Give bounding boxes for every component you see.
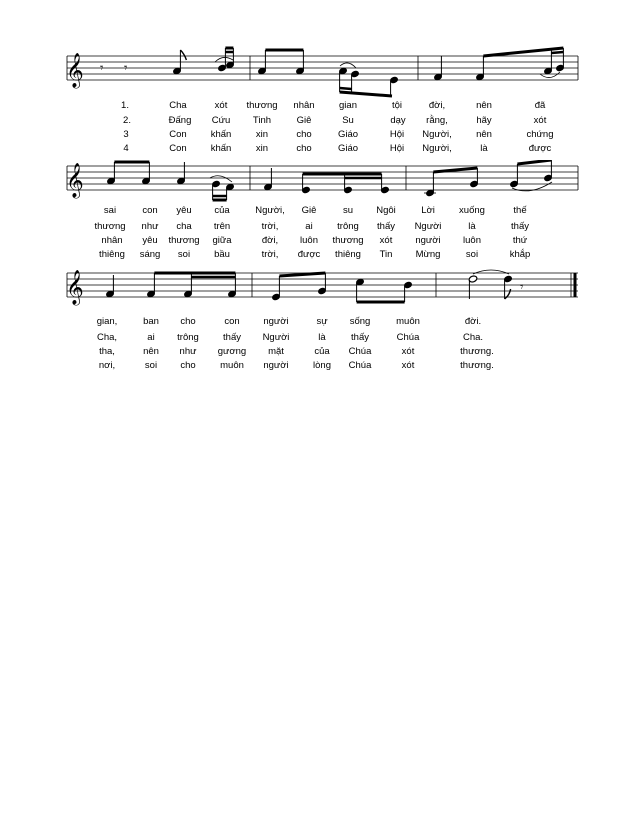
lyric-syllable: luôn <box>463 235 481 246</box>
lyric-syllable: Cha, <box>96 332 118 343</box>
lyric-syllable: xuống <box>459 205 485 216</box>
lyric-syllable: thiêng <box>99 249 125 260</box>
lyric-line <box>0 332 640 346</box>
lyric-syllable: Con <box>169 129 187 140</box>
lyric-syllable: soi <box>144 360 158 371</box>
lyric-syllable: thương <box>246 100 278 111</box>
lyric-syllable: như <box>179 346 197 357</box>
lyric-syllable: thấy <box>377 221 395 232</box>
lyric-syllable: nên <box>476 100 492 111</box>
lyric-syllable: xin <box>255 143 269 154</box>
lyric-line <box>0 205 640 219</box>
lyric-syllable: trông <box>337 221 359 232</box>
lyric-syllable: thấy <box>223 332 241 343</box>
lyric-syllable: bầu <box>214 249 230 260</box>
lyric-syllable: khấn <box>210 143 232 154</box>
eighth-rest-icon: 𝄾 <box>124 61 128 76</box>
lyric-syllable: sống <box>349 316 371 327</box>
lyric-syllable: là <box>480 143 488 154</box>
lyric-syllable: thương. <box>460 360 494 371</box>
lyric-syllable: ai <box>305 221 313 232</box>
lyric-syllable: con <box>142 205 158 216</box>
lyric-syllable: sự <box>316 316 328 327</box>
lyric-syllable: Lời <box>421 205 435 216</box>
lyric-line <box>0 316 640 330</box>
lyric-line <box>0 249 640 263</box>
lyric-syllable: Cha <box>169 100 187 111</box>
treble-clef-icon: 𝄞 <box>66 270 84 305</box>
lyric-syllable: yêu <box>142 235 158 246</box>
staff-system-3 <box>0 265 640 380</box>
lyric-syllable: ban <box>143 316 159 327</box>
lyric-syllable: của <box>314 346 330 357</box>
lyric-syllable: sai <box>103 205 117 216</box>
staff-system-2 <box>0 160 640 270</box>
lyric-syllable: được <box>297 249 321 260</box>
lyric-syllable: Hội <box>389 129 405 140</box>
lyric-syllable: cho <box>180 316 196 327</box>
lyric-syllable: người <box>415 235 441 246</box>
lyric-line <box>0 100 640 114</box>
lyric-syllable: gian, <box>96 316 118 327</box>
eighth-rest-icon: 𝄾 <box>520 280 524 295</box>
lyric-syllable: trên <box>213 221 231 232</box>
lyric-syllable: khắp <box>509 249 531 260</box>
lyric-syllable: xót <box>401 360 415 371</box>
lyric-syllable: Đấng <box>168 115 192 126</box>
lyric-syllable: xót <box>379 235 393 246</box>
lyric-syllable: rằng, <box>426 115 448 126</box>
treble-clef-icon: 𝄞 <box>66 53 84 88</box>
lyric-line <box>0 129 640 143</box>
lyric-syllable: xin <box>255 129 269 140</box>
lyric-syllable: xót <box>533 115 547 126</box>
lyric-syllable: xót <box>214 100 228 111</box>
lyric-syllable: Tin <box>379 249 393 260</box>
lyric-syllable: nên <box>476 129 492 140</box>
lyric-syllable: thương. <box>460 346 494 357</box>
lyric-syllable: luôn <box>300 235 318 246</box>
lyric-syllable: thứ <box>512 235 528 246</box>
lyric-syllable: thấy <box>351 332 369 343</box>
lyric-syllable: cha <box>176 221 192 232</box>
lyric-syllable: gương <box>217 346 247 357</box>
lyric-syllable: Cứu <box>211 115 231 126</box>
lyric-line <box>0 346 640 360</box>
lyric-syllable: Cha. <box>462 332 484 343</box>
lyric-syllable: mặt <box>268 346 284 357</box>
lyric-syllable: thương <box>168 235 200 246</box>
lyric-line <box>0 115 640 129</box>
lyric-syllable: nên <box>143 346 159 357</box>
lyric-syllable: thấy <box>511 221 529 232</box>
lyric-syllable: Ngôi <box>376 205 396 216</box>
lyric-syllable: đời, <box>261 235 279 246</box>
lyric-line <box>0 143 640 157</box>
lyric-syllable: khấn <box>210 129 232 140</box>
lyric-syllable: đã <box>534 100 546 111</box>
lyric-syllable: xót <box>401 346 415 357</box>
lyric-syllable: 4 <box>123 143 129 154</box>
lyric-syllable: đời, <box>428 100 446 111</box>
lyric-syllable: Người, <box>422 129 452 140</box>
lyric-syllable: cho <box>180 360 196 371</box>
lyric-syllable: lòng <box>313 360 331 371</box>
lyric-syllable: nhân <box>293 100 315 111</box>
lyric-syllable: Giáo <box>337 143 359 154</box>
lyric-syllable: Hội <box>389 143 405 154</box>
lyric-syllable: tha, <box>99 346 115 357</box>
lyric-syllable: Tinh <box>252 115 272 126</box>
lyric-syllable: thế <box>513 205 527 216</box>
lyric-syllable: soi <box>177 249 191 260</box>
treble-clef-icon: 𝄞 <box>66 163 84 198</box>
lyric-syllable: 1. <box>121 100 129 111</box>
staff-system-1 <box>0 0 640 160</box>
lyric-line <box>0 235 640 249</box>
lyric-line <box>0 360 640 374</box>
lyric-syllable: cho <box>296 129 312 140</box>
lyric-syllable: hãy <box>476 115 492 126</box>
lyric-syllable: người <box>263 360 289 371</box>
lyric-syllable: Người, <box>422 143 452 154</box>
lyric-syllable: Chúa <box>348 346 372 357</box>
lyric-syllable: yêu <box>176 205 192 216</box>
lyric-syllable: giữa <box>212 235 232 246</box>
lyric-syllable: Su <box>342 115 354 126</box>
lyric-syllable: nơi, <box>98 360 116 371</box>
lyric-syllable: Người <box>414 221 442 232</box>
lyric-syllable: của <box>214 205 230 216</box>
lyric-syllable: muôn <box>220 360 244 371</box>
lyric-syllable: Giê <box>296 115 312 126</box>
lyric-syllable: được <box>528 143 552 154</box>
lyric-syllable: trông <box>177 332 199 343</box>
lyric-syllable: dạy <box>390 115 406 126</box>
lyric-syllable: muôn <box>396 316 420 327</box>
lyric-syllable: Người, <box>255 205 285 216</box>
lyric-syllable: cho <box>296 143 312 154</box>
lyric-syllable: 2. <box>123 115 131 126</box>
lyric-syllable: thương <box>94 221 126 232</box>
lyric-syllable: Chúa <box>396 332 420 343</box>
lyric-syllable: đời. <box>464 316 482 327</box>
lyric-syllable: Giáo <box>337 129 359 140</box>
lyric-syllable: thương <box>332 235 364 246</box>
lyric-syllable: chứng <box>526 129 554 140</box>
lyric-syllable: 3 <box>123 129 129 140</box>
lyric-syllable: thiêng <box>335 249 361 260</box>
lyric-syllable: Chúa <box>348 360 372 371</box>
lyric-syllable: su <box>342 205 354 216</box>
lyric-line <box>0 221 640 235</box>
lyric-syllable: ai <box>147 332 155 343</box>
lyric-syllable: nhân <box>101 235 123 246</box>
lyric-syllable: người <box>263 316 289 327</box>
lyric-syllable: Mừng <box>415 249 441 260</box>
lyric-syllable: sáng <box>139 249 161 260</box>
lyric-syllable: tội <box>391 100 403 111</box>
lyric-syllable: Người <box>262 332 290 343</box>
lyric-syllable: như <box>141 221 159 232</box>
lyric-syllable: gian <box>339 100 357 111</box>
lyric-syllable: Con <box>169 143 187 154</box>
lyric-syllable: trời, <box>261 249 279 260</box>
lyric-syllable: soi <box>465 249 479 260</box>
lyric-syllable: là <box>318 332 326 343</box>
lyric-syllable: Giê <box>301 205 317 216</box>
lyric-syllable: là <box>468 221 476 232</box>
lyric-syllable: trời, <box>261 221 279 232</box>
eighth-rest-icon: 𝄾 <box>100 61 104 76</box>
lyric-syllable: con <box>224 316 240 327</box>
